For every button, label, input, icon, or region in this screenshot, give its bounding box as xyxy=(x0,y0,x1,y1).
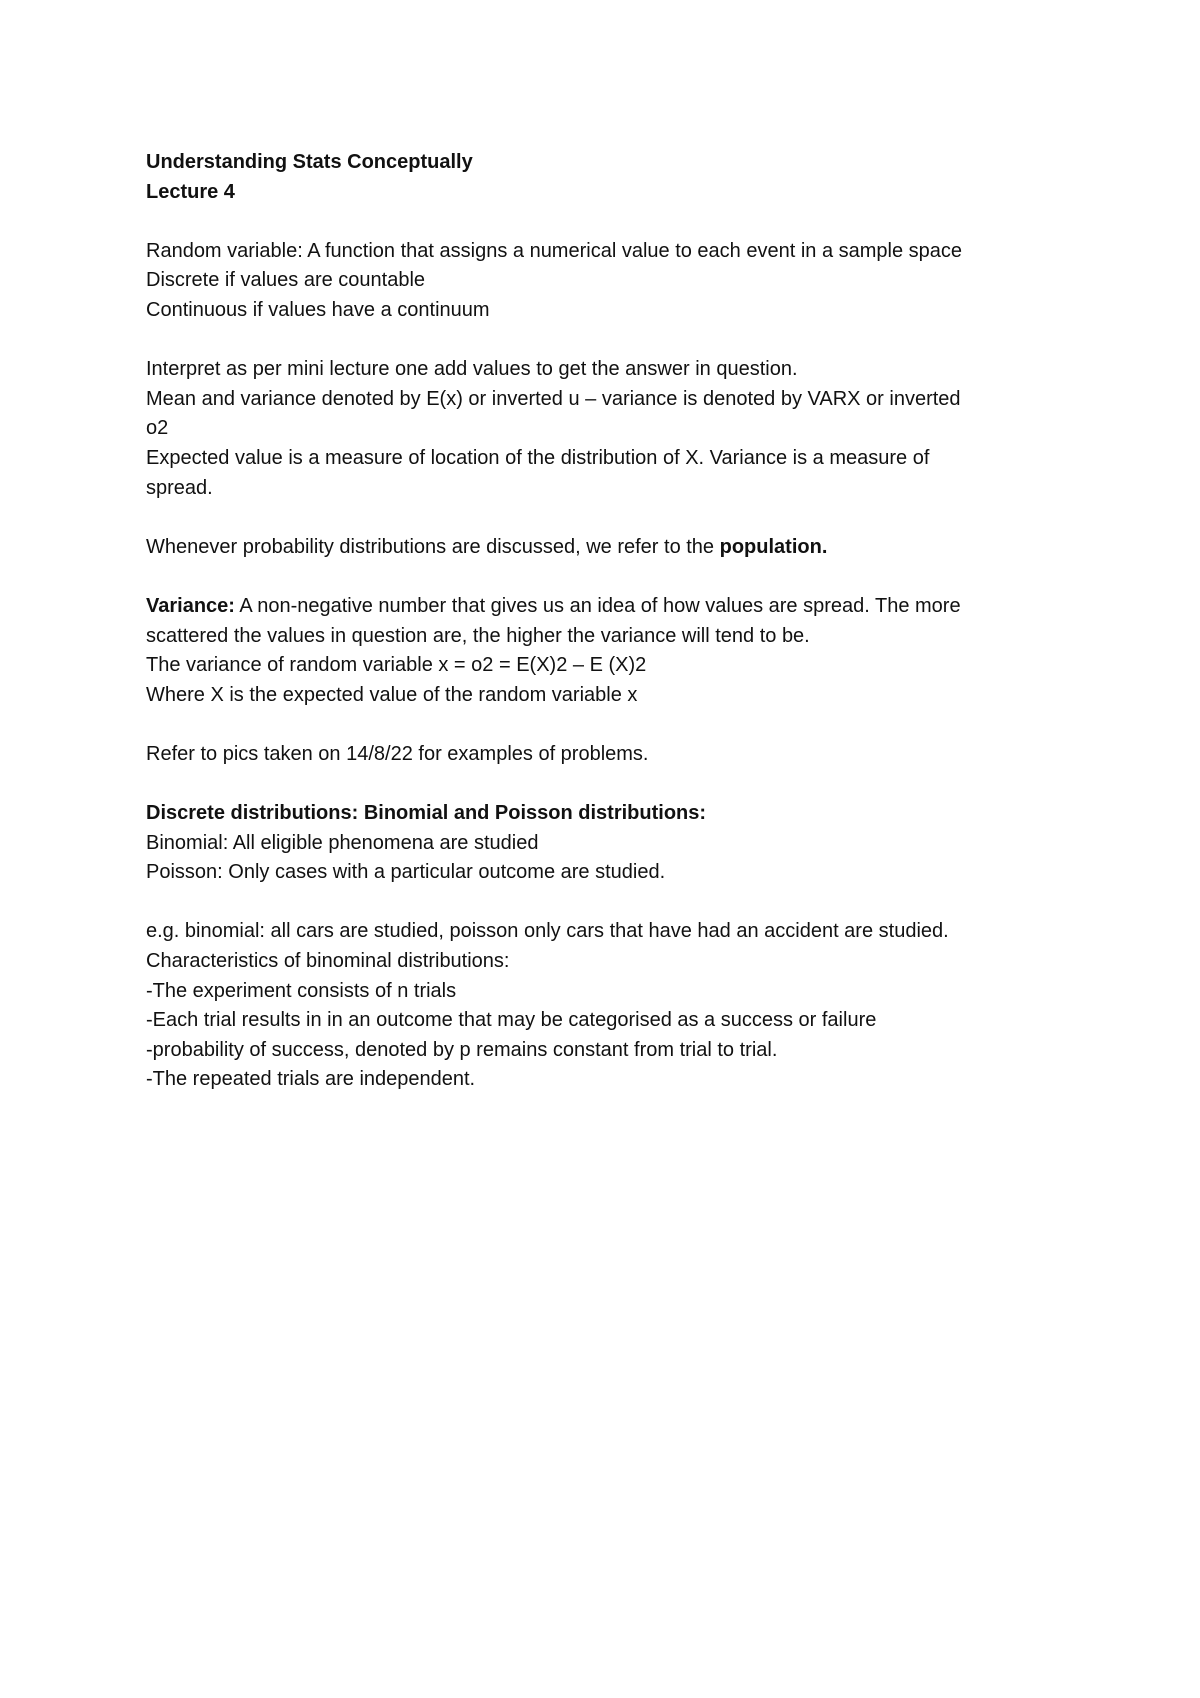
population-note xyxy=(146,533,1086,563)
variance-definition-text: A non-negative number that gives us an idea of how values are spread. The more xyxy=(234,594,961,617)
spacer xyxy=(146,888,1086,918)
characteristics-heading: Characteristics of binominal distributions: xyxy=(146,950,510,973)
random-variable-definition: Random variable: A function that assigns a numerical value to each event in a sample space xyxy=(146,239,963,262)
interpret-note: Interpret as per mini lecture one add values to get the answer in question. xyxy=(146,358,798,381)
binomial-definition: Binomial: All eligible phenomena are studied xyxy=(146,831,539,854)
list-item: -The repeated trials are independent. xyxy=(146,1068,476,1091)
expected-value-note-cont: spread. xyxy=(146,476,213,499)
example-note: e.g. binomial: all cars are studied, poisson only cars that have had an accident are studied. xyxy=(146,920,949,943)
spacer xyxy=(146,503,1086,533)
continuous-definition: Continuous if values have a continuum xyxy=(146,298,490,321)
list-item: -The experiment consists of n trials xyxy=(146,979,457,1002)
mean-variance-note: Mean and variance denoted by E(x) or inverted u – variance is denoted by VARX or inverted xyxy=(146,387,961,410)
refer-note: Refer to pics taken on 14/8/22 for examples of problems. xyxy=(146,742,649,765)
discrete-distributions-heading: Discrete distributions: Binomial and Poisson distributions: xyxy=(146,802,707,825)
lecture-label: Lecture 4 xyxy=(146,180,235,203)
list-item: -Each trial results in in an outcome that may be categorised as a success or failure xyxy=(146,1009,877,1032)
variance-definition-cont: scattered the values in question are, the higher the variance will tend to be. xyxy=(146,624,810,647)
mean-variance-note-cont: o2 xyxy=(146,417,169,440)
spacer xyxy=(146,769,1086,799)
discrete-definition: Discrete if values are countable xyxy=(146,269,426,292)
spacer xyxy=(146,326,1086,356)
variance-formula: The variance of random variable x = o2 = E(X)2 – E (X)2 xyxy=(146,654,647,677)
spacer xyxy=(146,562,1086,592)
document-title: Understanding Stats Conceptually xyxy=(146,151,473,173)
expected-value-note: Expected value is a measure of location of the distribution of X. Variance is a measure of xyxy=(146,446,930,469)
variance-formula-note: Where X is the expected value of the random variable x xyxy=(146,683,638,706)
spacer xyxy=(146,207,1086,237)
population-note-text: Whenever probability distributions are discussed, we refer to the xyxy=(146,535,720,558)
poisson-definition: Poisson: Only cases with a particular outcome are studied. xyxy=(146,861,666,884)
list-item: -probability of success, denoted by p remains constant from trial to trial. xyxy=(146,1038,778,1061)
population-term: population. xyxy=(719,535,828,558)
variance-definition xyxy=(146,592,1086,622)
spacer xyxy=(146,710,1086,740)
document-body xyxy=(146,148,1086,1095)
variance-label: Variance: xyxy=(146,594,235,617)
